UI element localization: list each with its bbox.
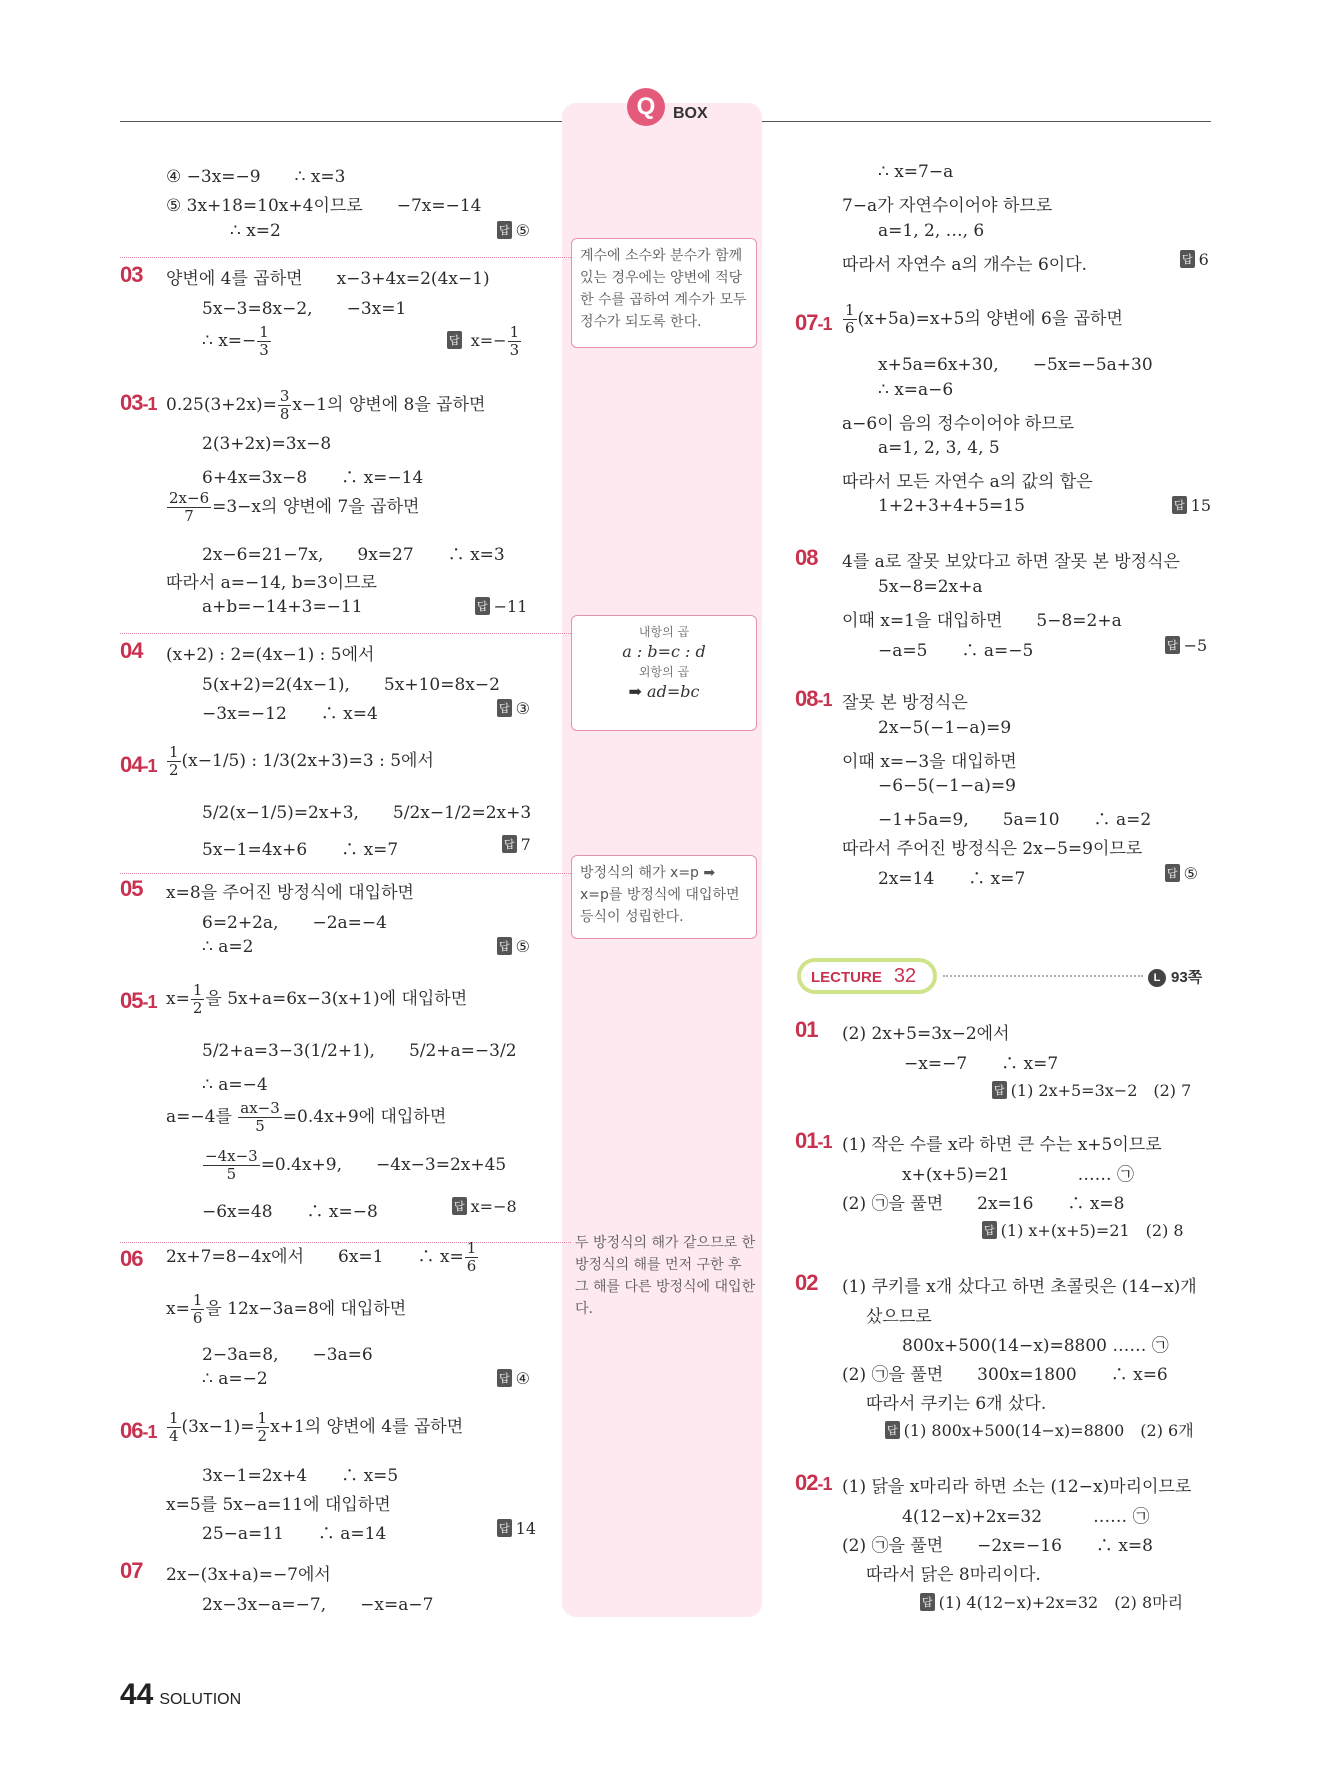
text-line: (2) ㉠을 풀면 −2x=−16 ∴ x=8 (842, 1536, 1153, 1556)
text-line: x= $\frac{1}{6}$ 을 12x−3a=8에 대입하면 (166, 1291, 407, 1327)
page-number: 44 (120, 1678, 154, 1711)
text-line: −6x=48 ∴ x=−8 (202, 1202, 378, 1222)
text-line: x= $\frac{1}{2}$ 을 5x+a=6x−3(x+1)에 대입하면 (166, 981, 468, 1017)
text-line: 샀으므로 (866, 1307, 932, 1327)
text-line: 7−a가 자연수이어야 하므로 (842, 196, 1053, 216)
fraction: $\frac{1}{2}$ (192, 981, 203, 1017)
text-line: −a=5 ∴ a=−5 (878, 641, 1034, 661)
answer: 답 ⑤ (1165, 864, 1198, 883)
fraction: $\frac{1}{3}$ (259, 323, 269, 359)
text-line: −x=−7 ∴ x=7 (904, 1054, 1059, 1074)
fraction: $\frac{3}{8}$ (279, 387, 290, 423)
text-line: 2−3a=8, −3a=6 (202, 1345, 373, 1365)
problem-number: 03-1 (120, 390, 157, 415)
text-line: 800x+500(14−x)=8800 …… ㉠ (902, 1336, 1169, 1356)
text-line: 양변에 4를 곱하면 x−3+4x=2(4x−1) (166, 269, 490, 289)
page-footer (120, 1678, 241, 1712)
fraction: $\frac{-4x-3}{5}$ (205, 1147, 258, 1183)
text-line: a=−4를 $\frac{ax-3}{5}$ =0.4x+9에 대입하면 (166, 1099, 447, 1135)
answer (447, 324, 522, 359)
text-line: 따라서 쿠키는 6개 샀다. (866, 1394, 1047, 1414)
text-line: 3x−1=2x+4 ∴ x=5 (202, 1466, 399, 1486)
text-line: 따라서 a=−14, b=3이므로 (166, 573, 377, 593)
answer: 답 (1) 4(12−x)+2x=32 (2) 8마리 (920, 1590, 1183, 1613)
problem-number: 02 (795, 1270, 818, 1295)
header-rule-right (762, 121, 1211, 122)
expr: ∴ x=− (202, 331, 257, 351)
text-line: 0.25(3+2x)= $\frac{3}{8}$ x−1의 양변에 8을 곱하면 (166, 387, 486, 423)
text-line: ∴ x=a−6 (878, 380, 954, 400)
header-rule-left (120, 121, 562, 122)
text-line: 1+2+3+4+5=15 (878, 496, 1025, 516)
answer: 답 (1) 2x+5=3x−2 (2) 7 (992, 1078, 1191, 1101)
text-line: 따라서 주어진 방정식은 2x−5=9이므로 (842, 839, 1143, 859)
fraction: $\frac{ax-3}{5}$ (240, 1099, 280, 1135)
problem-number: 05-1 (120, 988, 157, 1013)
text-line: 따라서 자연수 a의 개수는 6이다. (842, 255, 1088, 275)
text-line: ∴ a=−2 (202, 1369, 268, 1389)
answer: 답 (1) 800x+500(14−x)=8800 (2) 6개 (885, 1418, 1194, 1441)
qbox-label: BOX (673, 105, 708, 122)
text-line: 5x−3=8x−2, −3x=1 (202, 299, 407, 319)
text-line: $\frac{-4x-3}{5}$ =0.4x+9, −4x−3=2x+45 (205, 1147, 507, 1183)
problem-number: 03 (120, 262, 143, 287)
text-line: (x+2) : 2=(4x−1) : 5에서 (166, 645, 375, 665)
lecture-label: LECTURE (811, 969, 882, 986)
problem-number: 06-1 (120, 1418, 157, 1443)
answer: 답 ④ (497, 1369, 530, 1388)
text-line: $\frac{2x-6}{7}$ =3−x의 양변에 7을 곱하면 (169, 489, 420, 525)
answer: 답 ⑤ (497, 221, 530, 240)
qbox-note-proportion (571, 615, 757, 731)
text-line: −1+5a=9, 5a=10 ∴ a=2 (878, 810, 1152, 830)
text-line: 4를 a로 잘못 보았다고 하면 잘못 본 방정식은 (842, 552, 1180, 572)
qbox-logo: Q (627, 88, 665, 126)
lecture-leader-dots (943, 975, 1143, 977)
answer: 답 −5 (1165, 636, 1207, 655)
answer: 답 6 (1180, 250, 1209, 269)
fraction: $\frac{2x-6}{7}$ (169, 489, 210, 525)
note-connector (120, 257, 571, 258)
text-line: 2x−(3x+a)=−7에서 (166, 1565, 331, 1585)
text-line: 6+4x=3x−8 ∴ x=−14 (202, 468, 424, 488)
text-line: (2) ㉠을 풀면 2x=16 ∴ x=8 (842, 1194, 1125, 1214)
proportion-expression: a : b=c : d (622, 642, 706, 661)
note-connector (120, 633, 571, 634)
problem-number: 05 (120, 876, 143, 901)
text-line: (1) 닭을 x마리라 하면 소는 (12−x)마리이므로 (842, 1477, 1192, 1497)
outer-product-label: 외항의 곱 (638, 665, 690, 679)
text-line: 2x−3x−a=−7, −x=a−7 (202, 1595, 434, 1615)
qbox-note-coefficients: 계수에 소수와 분수가 함께 있는 경우에는 양변에 적당한 수를 곱하여 계수가 모두 정수가 되도록 한다. (571, 238, 757, 348)
text-line: 2x=14 ∴ x=7 (878, 869, 1026, 889)
page-reference-text: 93쪽 (1171, 969, 1203, 986)
problem-number: 07 (120, 1558, 143, 1583)
answer: 답 −11 (475, 597, 527, 616)
text-line: (2) 2x+5=3x−2에서 (842, 1024, 1010, 1044)
text-line: 5x−1=4x+6 ∴ x=7 (202, 840, 399, 860)
text-line: 25−a=11 ∴ a=14 (202, 1524, 387, 1544)
text-line: ④ −3x=−9 ∴ x=3 (166, 167, 346, 187)
fraction: $\frac{1}{2}$ (257, 1409, 268, 1445)
text-line: 2(3+2x)=3x−8 (202, 434, 332, 454)
text-line: ∴ x=2 (230, 221, 281, 241)
answer: 답 14 (497, 1519, 536, 1538)
problem-number: 02-1 (795, 1470, 832, 1495)
footer-label: SOLUTION (159, 1691, 242, 1708)
text-line: a=1, 2, …, 6 (878, 221, 985, 241)
answer: 답 x=−8 (452, 1197, 517, 1216)
fraction: $\frac{1}{3}$ (509, 323, 520, 359)
page-reference (1148, 966, 1202, 987)
text-line: ⑤ 3x+18=10x+4이므로 −7x=−14 (166, 196, 482, 216)
text-line: x+(x+5)=21 …… ㉠ (902, 1165, 1135, 1185)
qbox-note-solution: 방정식의 해가 x=p ➡ x=p를 방정식에 대입하면 등식이 성립한다. (571, 855, 757, 939)
text-line: $\frac{1}{2}$ (x−1/5) : 1/3(2x+3)=3 : 5에서 (169, 743, 434, 779)
text-line: ∴ a=2 (202, 937, 254, 957)
text-line: 이때 x=1을 대입하면 5−8=2+a (842, 611, 1122, 631)
text-line: 따라서 닭은 8마리이다. (866, 1565, 1041, 1585)
text-line: −6−5(−1−a)=9 (878, 776, 1016, 796)
text-line: x=5를 5x−a=11에 대입하면 (166, 1495, 391, 1515)
lecture-badge (797, 958, 937, 994)
note-connector (120, 873, 571, 874)
text-line: 5(x+2)=2(4x−1), 5x+10=8x−2 (202, 675, 500, 695)
fraction: $\frac{1}{6}$ (466, 1239, 477, 1275)
lecture-number: 32 (893, 965, 917, 987)
fraction: $\frac{1}{6}$ (192, 1291, 203, 1327)
text-line: 6=2+2a, −2a=−4 (202, 913, 387, 933)
text-line: 잘못 본 방정식은 (842, 693, 968, 713)
text-line: 2x−6=21−7x, 9x=27 ∴ x=3 (202, 545, 505, 565)
text-line: 4(12−x)+2x=32 …… ㉠ (902, 1507, 1150, 1527)
text-line: 5/2(x−1/5)=2x+3, 5/2x−1/2=2x+3 (202, 803, 532, 823)
text-line: ∴ a=−4 (202, 1075, 268, 1095)
problem-number: 04 (120, 638, 143, 663)
fraction: $\frac{1}{2}$ (169, 743, 179, 779)
fraction: $\frac{1}{6}$ (845, 301, 855, 337)
answer: 답 ③ (497, 699, 530, 718)
inner-product-label: 내항의 곱 (638, 625, 690, 639)
text-line: $\frac{1}{4}$ (3x−1)= $\frac{1}{2}$ x+1의 양변에 4를 곱하면 (169, 1409, 464, 1445)
text-line: x+5a=6x+30, −5x=−5a+30 (878, 355, 1153, 375)
text-line: −3x=−12 ∴ x=4 (202, 704, 378, 724)
text-line: a+b=−14+3=−11 (202, 597, 363, 617)
problem-number: 01-1 (795, 1128, 832, 1153)
expr: x=− (470, 331, 507, 350)
problem-number: 07-1 (795, 310, 832, 335)
text-line: 따라서 모든 자연수 a의 값의 합은 (842, 472, 1093, 492)
text-line: 5x−8=2x+a (878, 577, 983, 597)
problem-number: 06 (120, 1246, 143, 1271)
text-line: (1) 쿠키를 x개 샀다고 하면 초콜릿은 (14−x)개 (842, 1277, 1197, 1297)
text-line: 이때 x=−3을 대입하면 (842, 752, 1017, 772)
text-line: a=1, 2, 3, 4, 5 (878, 438, 1000, 458)
problem-number: 04-1 (120, 752, 157, 777)
proportion-result: ➡ ad=bc (628, 682, 700, 701)
problem-number: 01 (795, 1017, 818, 1042)
problem-number: 08-1 (795, 686, 832, 711)
text-line: 2x−5(−1−a)=9 (878, 718, 1012, 738)
answer: 답 ⑤ (497, 937, 530, 956)
text-line: x=8을 주어진 방정식에 대입하면 (166, 883, 414, 903)
fraction: $\frac{1}{4}$ (169, 1409, 179, 1445)
text-line: ∴ x=7−a (878, 162, 954, 182)
lecture-icon: L (1148, 969, 1166, 987)
text-line: 2x+7=8−4x에서 6x=1 ∴ x= $\frac{1}{6}$ (166, 1239, 477, 1275)
text-line: a−6이 음의 정수이어야 하므로 (842, 414, 1075, 434)
text-line: $\frac{1}{6}$ (x+5a)=x+5의 양변에 6을 곱하면 (845, 301, 1123, 337)
answer: 답 15 (1172, 496, 1211, 515)
problem-number: 08 (795, 545, 818, 570)
text-line: (1) 작은 수를 x라 하면 큰 수는 x+5이므로 (842, 1135, 1162, 1155)
answer: 답 7 (502, 835, 531, 854)
text-line (202, 324, 272, 359)
answer: 답 (1) x+(x+5)=21 (2) 8 (982, 1218, 1184, 1241)
qbox-note-same-solution: 두 방정식의 해가 같으므로 한 방정식의 해를 먼저 구한 후 그 해를 다른 방정식에 대입한다. (575, 1235, 756, 1317)
text-line: 5/2+a=3−3(1/2+1), 5/2+a=−3/2 (202, 1041, 517, 1061)
text-line: (2) ㉠을 풀면 300x=1800 ∴ x=6 (842, 1365, 1168, 1385)
